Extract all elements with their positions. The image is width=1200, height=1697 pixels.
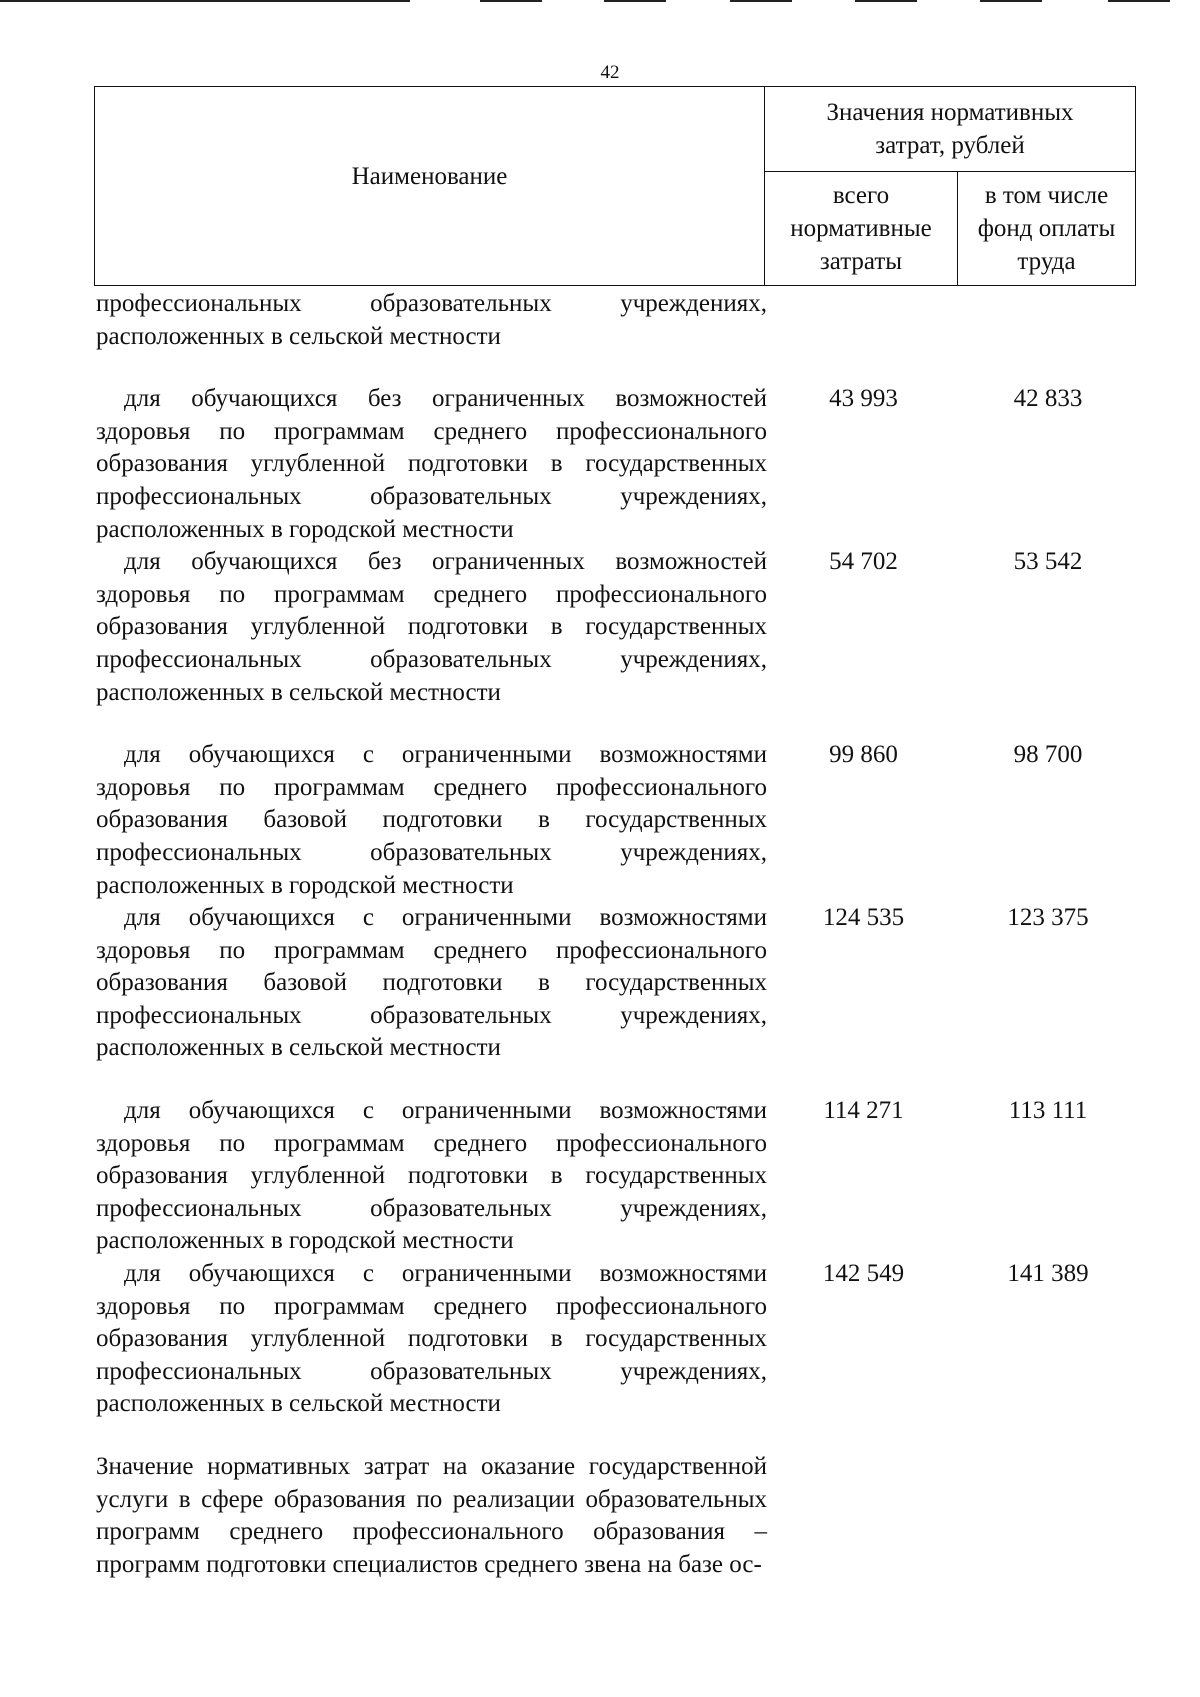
spacer (96, 709, 1136, 739)
scan-edge-mark (1108, 0, 1170, 2)
spacer (96, 353, 1136, 383)
row-total: 99 860 (829, 741, 898, 769)
table-row (96, 383, 1136, 546)
row-payroll: 53 542 (1013, 548, 1083, 576)
scan-edge-mark (480, 0, 542, 2)
row-total: 114 271 (823, 1097, 904, 1125)
spacer (96, 1421, 1136, 1451)
continued-text: профессиональных образовательных учреждениях, расположенных в сельской местности (96, 290, 767, 350)
row-total: 54 702 (829, 548, 898, 576)
table-row (96, 739, 1136, 902)
row-name: для обучающихся с ограниченными возможностями здоровья по программам среднего профессионального образования углубленной подготовки в государственных профессиональных образовательных учреждениях, расположенных в городской местности (96, 1097, 767, 1255)
row-name: для обучающихся с ограниченными возможностями здоровья по программам среднего профессионального образования базовой подготовки в государственных профессиональных образовательных учреждениях, расположенных в сельской местности (96, 904, 767, 1062)
row-payroll: 113 111 (1008, 1097, 1088, 1125)
table-row (96, 1095, 1136, 1258)
row-payroll: 98 700 (1013, 741, 1083, 769)
header-total-column: всего нормативные затраты (765, 172, 958, 286)
final-paragraph: Значение нормативных затрат на оказание государственной услуги в сфере образования по реализации образовательных программ среднего профессионального образования – программ подготовки специалистов среднего звена на базе ос- (96, 1453, 767, 1578)
row-name: для обучающихся без ограниченных возможностей здоровья по программам среднего профессионального образования углубленной подготовки в государственных профессиональных образовательных учреждениях, расположенных в городской местности (96, 385, 767, 543)
final-row (96, 1451, 1136, 1581)
header-name-column: Наименование (95, 87, 765, 286)
scan-edge-mark (604, 0, 666, 2)
scan-edge-mark (980, 0, 1042, 2)
row-payroll: 123 375 (1007, 904, 1089, 932)
row-payroll: 42 833 (1013, 385, 1083, 413)
table-body (96, 288, 1136, 1581)
header-payroll-column: в том числе фонд оплаты труда (958, 172, 1136, 286)
scan-edge-mark (0, 0, 410, 2)
spacer (96, 1065, 1136, 1095)
table-header (94, 86, 1136, 286)
header-values-group: Значения нормативных затрат, рублей (765, 87, 1136, 172)
row-name: для обучающихся без ограниченных возможностей здоровья по программам среднего профессионального образования углубленной подготовки в государственных профессиональных образовательных учреждениях, расположенных в сельской местности (96, 548, 767, 706)
scan-edge-mark (730, 0, 792, 2)
table-row (96, 546, 1136, 709)
row-payroll: 141 389 (1007, 1260, 1089, 1288)
page-number: 42 (600, 62, 620, 83)
scan-edge-mark (855, 0, 917, 2)
table-row (96, 902, 1136, 1065)
continued-row (96, 288, 1136, 353)
row-total: 142 549 (822, 1260, 905, 1288)
row-name: для обучающихся с ограниченными возможностями здоровья по программам среднего профессионального образования углубленной подготовки в государственных профессиональных образовательных учреждениях, расположенных в сельской местности (96, 1260, 767, 1418)
table-row (96, 1258, 1136, 1421)
row-total: 43 993 (829, 385, 898, 413)
row-total: 124 535 (822, 904, 905, 932)
row-name: для обучающихся с ограниченными возможностями здоровья по программам среднего профессионального образования базовой подготовки в государственных профессиональных образовательных учреждениях, расположенных в городской местности (96, 741, 767, 899)
